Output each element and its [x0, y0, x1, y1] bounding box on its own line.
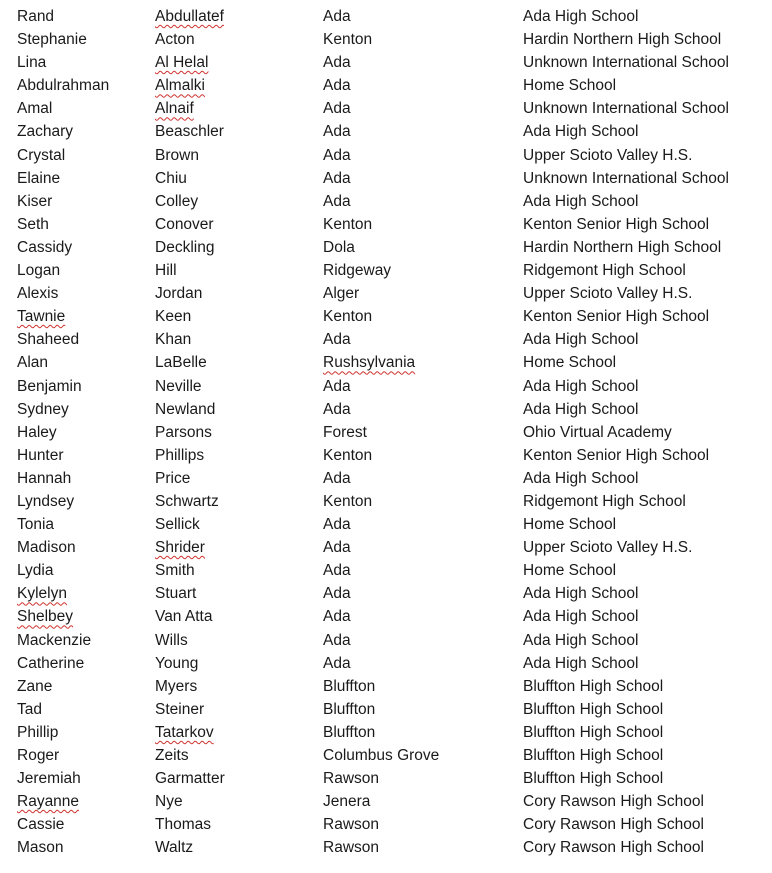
table-row — [0, 444, 772, 467]
school-cell: Bluffton High School — [523, 677, 664, 695]
last-name-cell: Steiner — [155, 700, 205, 718]
last-name-cell: Conover — [155, 215, 214, 233]
table-row — [0, 120, 772, 143]
last-name-cell: Chiu — [155, 169, 187, 187]
last-name-cell: Abdullatef — [155, 8, 224, 25]
table-row — [0, 167, 772, 190]
last-name-cell: Beaschler — [155, 123, 224, 141]
city-cell: Rawson — [323, 839, 379, 857]
school-cell: Ridgemont High School — [523, 262, 686, 280]
city-cell: Ada — [323, 608, 351, 626]
school-cell: Ada High School — [523, 631, 639, 649]
school-cell: Ada High School — [523, 585, 639, 603]
last-name-cell: Almalki — [155, 77, 205, 95]
city-cell: Ada — [323, 539, 351, 557]
school-cell: Ada High School — [523, 469, 639, 487]
school-cell: Bluffton High School — [523, 747, 664, 764]
city-cell: Bluffton — [323, 700, 376, 718]
first-name-cell: Zane — [17, 677, 53, 695]
school-cell: Unknown International School — [523, 54, 729, 72]
table-row — [0, 259, 772, 282]
table-row — [0, 721, 772, 744]
school-cell: Hardin Northern High School — [523, 238, 722, 256]
last-name-cell: Colley — [155, 192, 199, 210]
table-row — [0, 559, 772, 582]
first-name-cell: Roger — [17, 747, 60, 764]
school-cell: Cory Rawson High School — [523, 816, 704, 834]
first-name-cell: Mason — [17, 839, 64, 857]
city-cell: Kenton — [323, 215, 373, 233]
first-name-cell: Tawnie — [17, 308, 66, 326]
last-name-cell: Al Helal — [155, 54, 209, 72]
table-row — [0, 375, 772, 398]
table-row — [0, 51, 772, 74]
last-name-cell: Brown — [155, 146, 199, 164]
first-name-cell: Shelbey — [17, 608, 74, 626]
city-cell: Ada — [323, 77, 351, 95]
table-row — [0, 675, 772, 698]
table-row — [0, 5, 772, 28]
school-cell: Home School — [523, 354, 617, 372]
city-cell: Ada — [323, 516, 351, 534]
first-name-cell: Sydney — [17, 400, 69, 418]
last-name-cell: Van Atta — [155, 608, 213, 626]
city-cell: Jenera — [323, 793, 371, 811]
last-name-cell: Phillips — [155, 446, 205, 464]
table-row — [0, 767, 772, 790]
city-cell: Ada — [323, 400, 351, 418]
city-cell: Ada — [323, 54, 351, 72]
table-row — [0, 467, 772, 490]
city-cell: Kenton — [323, 308, 373, 326]
first-name-cell: Cassidy — [17, 238, 73, 256]
last-name-cell: Khan — [155, 331, 192, 349]
school-cell: Ada High School — [523, 8, 639, 25]
city-cell: Ada — [323, 654, 351, 672]
first-name-cell: Kylelyn — [17, 585, 67, 603]
last-name-cell: Stuart — [155, 585, 197, 603]
first-name-cell: Tonia — [17, 516, 55, 534]
city-cell: Bluffton — [323, 723, 376, 741]
table-row — [0, 744, 772, 767]
city-cell: Kenton — [323, 446, 373, 464]
first-name-cell: Zachary — [17, 123, 73, 141]
city-cell: Ada — [323, 169, 351, 187]
school-cell: Home School — [523, 516, 617, 534]
first-name-cell: Lyndsey — [17, 492, 75, 510]
table-row — [0, 629, 772, 652]
last-name-cell: Wills — [155, 631, 188, 649]
table-row — [0, 421, 772, 444]
first-name-cell: Stephanie — [17, 31, 87, 49]
table-row — [0, 213, 772, 236]
city-cell: Ada — [323, 8, 351, 25]
table-row — [0, 582, 772, 605]
city-cell: Ada — [323, 631, 351, 649]
school-cell: Ada High School — [523, 400, 639, 418]
first-name-cell: Benjamin — [17, 377, 82, 395]
first-name-cell: Phillip — [17, 723, 59, 741]
first-name-cell: Alan — [17, 354, 49, 372]
last-name-cell: Acton — [155, 31, 195, 49]
first-name-cell: Hannah — [17, 469, 72, 487]
first-name-cell: Lydia — [17, 562, 54, 580]
city-cell: Columbus Grove — [323, 747, 440, 764]
city-cell: Kenton — [323, 492, 373, 510]
city-cell: Ada — [323, 585, 351, 603]
table-row — [0, 351, 772, 374]
last-name-cell: Deckling — [155, 238, 215, 256]
first-name-cell: Seth — [17, 215, 49, 233]
table-row — [0, 790, 772, 813]
school-cell: Ada High School — [523, 377, 639, 395]
table-row — [0, 97, 772, 120]
last-name-cell: Smith — [155, 562, 195, 580]
last-name-cell: Zeits — [155, 747, 189, 764]
first-name-cell: Kiser — [17, 192, 53, 210]
school-cell: Ridgemont High School — [523, 492, 686, 510]
first-name-cell: Amal — [17, 100, 53, 118]
first-name-cell: Lina — [17, 54, 47, 72]
first-name-cell: Mackenzie — [17, 631, 92, 649]
table-row — [0, 328, 772, 351]
first-name-cell: Catherine — [17, 654, 85, 672]
first-name-cell: Alexis — [17, 285, 59, 303]
city-cell: Ada — [323, 123, 351, 141]
first-name-cell: Haley — [17, 423, 57, 441]
table-row — [0, 605, 772, 628]
first-name-cell: Hunter — [17, 446, 64, 464]
table-row — [0, 698, 772, 721]
city-cell: Ada — [323, 100, 351, 118]
first-name-cell: Tad — [17, 700, 42, 718]
school-cell: Unknown International School — [523, 100, 729, 118]
city-cell: Ridgeway — [323, 262, 392, 280]
school-cell: Upper Scioto Valley H.S. — [523, 146, 693, 164]
city-cell: Ada — [323, 146, 351, 164]
city-cell: Forest — [323, 423, 367, 441]
last-name-cell: Myers — [155, 677, 198, 695]
last-name-cell: Neville — [155, 377, 202, 395]
school-cell: Bluffton High School — [523, 700, 664, 718]
last-name-cell: Newland — [155, 400, 216, 418]
school-cell: Hardin Northern High School — [523, 31, 722, 49]
last-name-cell: Sellick — [155, 516, 200, 534]
school-cell: Cory Rawson High School — [523, 839, 704, 857]
school-cell: Cory Rawson High School — [523, 793, 704, 811]
last-name-cell: Hill — [155, 262, 177, 280]
first-name-cell: Jeremiah — [17, 770, 81, 788]
school-cell: Home School — [523, 562, 617, 580]
last-name-cell: Tatarkov — [155, 723, 214, 741]
school-cell: Ada High School — [523, 192, 639, 210]
first-name-cell: Shaheed — [17, 331, 80, 349]
school-cell: Unknown International School — [523, 169, 729, 187]
last-name-cell: Keen — [155, 308, 192, 326]
city-cell: Rawson — [323, 816, 379, 834]
table-row — [0, 282, 772, 305]
last-name-cell: LaBelle — [155, 354, 207, 372]
last-name-cell: Alnaif — [155, 100, 194, 118]
table-row — [0, 836, 772, 859]
last-name-cell: Schwartz — [155, 492, 219, 510]
city-cell: Ada — [323, 192, 351, 210]
table-row — [0, 74, 772, 97]
table-row — [0, 652, 772, 675]
school-cell: Kenton Senior High School — [523, 446, 710, 464]
first-name-cell: Rand — [17, 8, 55, 25]
table-row — [0, 190, 772, 213]
city-cell: Dola — [323, 238, 355, 256]
last-name-cell: Waltz — [155, 839, 194, 857]
city-cell: Rushsylvania — [323, 354, 416, 372]
city-cell: Ada — [323, 377, 351, 395]
city-cell: Rawson — [323, 770, 379, 788]
first-name-cell: Elaine — [17, 169, 61, 187]
first-name-cell: Madison — [17, 539, 76, 557]
last-name-cell: Young — [155, 654, 199, 672]
city-cell: Ada — [323, 469, 351, 487]
school-cell: Ada High School — [523, 123, 639, 141]
school-cell: Kenton Senior High School — [523, 308, 710, 326]
table-row — [0, 490, 772, 513]
table-row — [0, 144, 772, 167]
first-name-cell: Crystal — [17, 146, 66, 164]
city-cell: Ada — [323, 331, 351, 349]
table-row — [0, 236, 772, 259]
table-row — [0, 513, 772, 536]
school-cell: Ada High School — [523, 608, 639, 626]
school-cell: Bluffton High School — [523, 723, 664, 741]
last-name-cell: Thomas — [155, 816, 211, 834]
last-name-cell: Shrider — [155, 539, 205, 557]
school-cell: Ohio Virtual Academy — [523, 423, 672, 441]
table-row — [0, 536, 772, 559]
first-name-cell: Cassie — [17, 816, 65, 834]
table-row — [0, 28, 772, 51]
last-name-cell: Price — [155, 469, 191, 487]
school-cell: Kenton Senior High School — [523, 215, 710, 233]
last-name-cell: Parsons — [155, 423, 212, 441]
school-cell: Upper Scioto Valley H.S. — [523, 539, 693, 557]
school-cell: Bluffton High School — [523, 770, 664, 788]
table-row — [0, 305, 772, 328]
school-cell: Ada High School — [523, 331, 639, 349]
city-cell: Alger — [323, 285, 360, 303]
school-cell: Upper Scioto Valley H.S. — [523, 285, 693, 303]
city-cell: Ada — [323, 562, 351, 580]
last-name-cell: Garmatter — [155, 770, 225, 788]
first-name-cell: Abdulrahman — [17, 77, 110, 95]
city-cell: Bluffton — [323, 677, 376, 695]
first-name-cell: Rayanne — [17, 793, 80, 811]
last-name-cell: Nye — [155, 793, 183, 811]
first-name-cell: Logan — [17, 262, 61, 280]
school-cell: Home School — [523, 77, 617, 95]
table-row — [0, 398, 772, 421]
city-cell: Kenton — [323, 31, 373, 49]
last-name-cell: Jordan — [155, 285, 203, 303]
school-cell: Ada High School — [523, 654, 639, 672]
table-row — [0, 813, 772, 836]
